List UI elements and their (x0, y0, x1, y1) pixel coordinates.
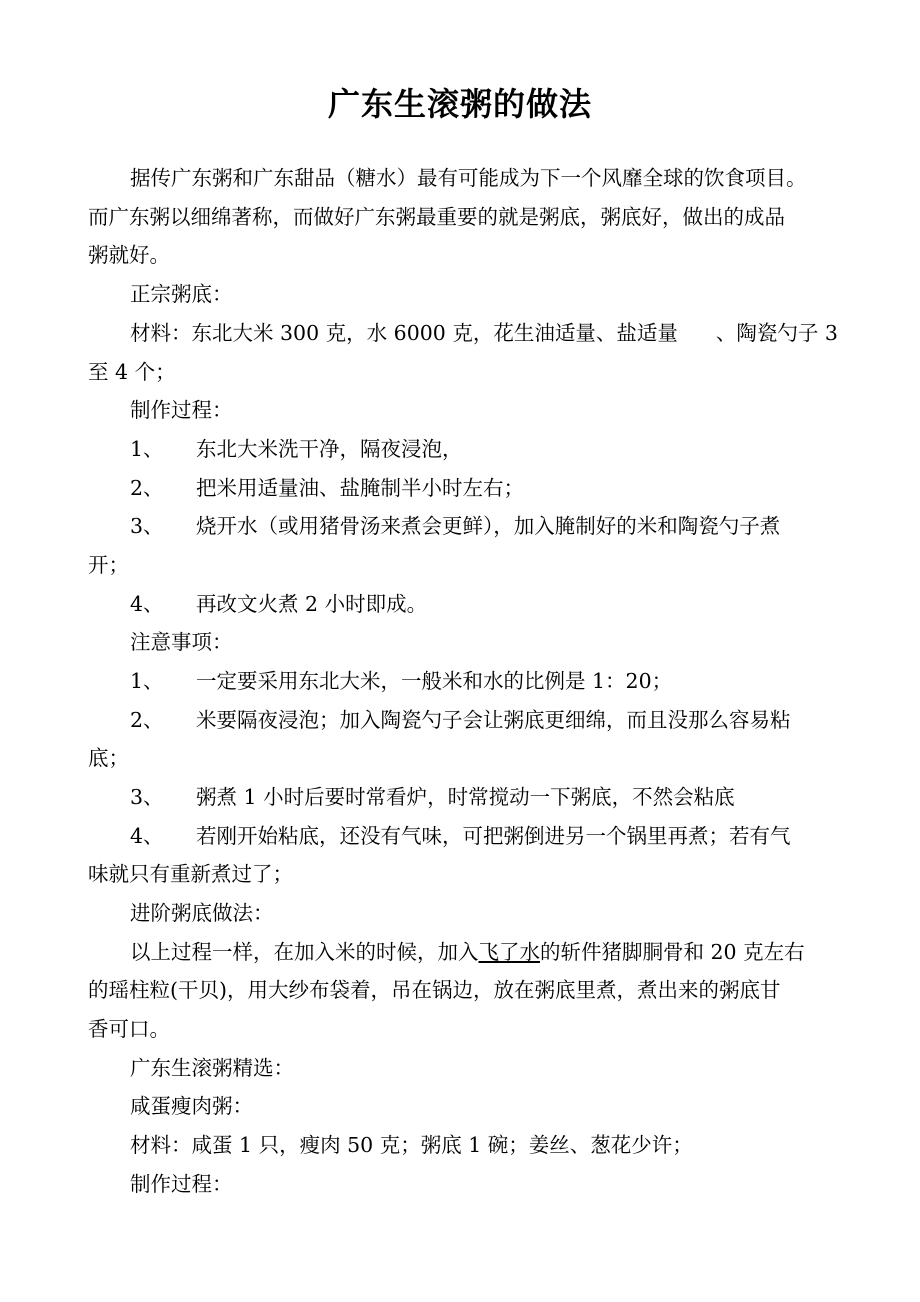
note-number: 4、 (130, 824, 164, 848)
step-text: 东北大米洗干净，隔夜浸泡， (196, 437, 463, 461)
note-continuation: 底； (88, 746, 129, 770)
note-number: 2、 (130, 708, 164, 732)
advanced-text-b: 的斩件猪脚胴骨和 20 克左右 (540, 940, 805, 964)
intro-line-2: 而广东粥以细绵著称，而做好广东粥最重要的就是粥底，粥底好，做出的成品 (88, 205, 785, 229)
note-number: 3、 (130, 785, 164, 809)
base-heading: 正宗粥底： (130, 282, 233, 306)
advanced-text-a: 以上过程一样，在加入米的时候，加入 (130, 940, 479, 964)
step-number: 2、 (130, 476, 164, 500)
note-item (130, 821, 880, 851)
note-item (130, 782, 880, 812)
base-materials-line-1 (130, 318, 880, 348)
base-materials-part-a: 材料：东北大米 300 克，水 6000 克，花生油适量、盐适量 (130, 321, 678, 345)
note-text: 若刚开始粘底，还没有气味，可把粥倒进另一个锅里再煮；若有气 (196, 824, 791, 848)
step-number: 3、 (130, 514, 164, 538)
step-continuation: 开； (88, 553, 129, 577)
base-materials-part-b: 、陶瓷勺子 3 (715, 321, 838, 345)
step-item (130, 589, 880, 619)
note-continuation: 味就只有重新煮过了； (88, 862, 293, 886)
base-materials-line-2: 至 4 个； (88, 360, 176, 384)
note-item (130, 705, 880, 735)
recipe-materials: 材料：咸蛋 1 只，瘦肉 50 克；粥底 1 碗；姜丝、葱花少许； (130, 1133, 693, 1157)
step-number: 1、 (130, 437, 164, 461)
note-number: 1、 (130, 669, 164, 693)
advanced-line-1 (130, 937, 880, 967)
note-text: 粥煮 1 小时后要时常看炉，时常搅动一下粥底，不然会粘底 (196, 785, 735, 809)
intro-line-1: 据传广东粥和广东甜品（糖水）最有可能成为下一个风靡全球的饮食项目。 (130, 166, 807, 190)
intro-line-3: 粥就好。 (88, 243, 170, 267)
step-text: 烧开水（或用猪骨汤来煮会更鲜），加入腌制好的米和陶瓷勺子煮 (196, 514, 781, 538)
notes-heading: 注意事项： (130, 630, 233, 654)
advanced-line-2: 的瑶柱粒(干贝)，用大纱布袋着，吊在锅边，放在粥底里煮，煮出来的粥底甘 (88, 978, 781, 1002)
note-item (130, 666, 880, 696)
step-number: 4、 (130, 592, 164, 616)
step-item (130, 434, 880, 464)
recipe-process-heading: 制作过程： (130, 1172, 233, 1196)
page-title: 广东生滚粥的做法 (327, 85, 592, 123)
underlined-term: 飞了水 (478, 940, 540, 964)
recipe-title: 咸蛋瘦肉粥： (130, 1094, 253, 1118)
step-text: 把米用适量油、盐腌制半小时左右； (196, 476, 524, 500)
advanced-heading: 进阶粥底做法： (130, 901, 274, 925)
step-item (130, 511, 880, 541)
selection-heading: 广东生滚粥精选： (130, 1056, 294, 1080)
step-item (130, 473, 880, 503)
step-text: 再改文火煮 2 小时即成。 (196, 592, 428, 616)
process-heading: 制作过程： (130, 398, 233, 422)
note-text: 米要隔夜浸泡；加入陶瓷勺子会让粥底更细绵，而且没那么容易粘 (196, 708, 791, 732)
advanced-line-3: 香可口。 (88, 1017, 170, 1041)
note-text: 一定要采用东北大米，一般米和水的比例是 1：20； (196, 669, 673, 693)
